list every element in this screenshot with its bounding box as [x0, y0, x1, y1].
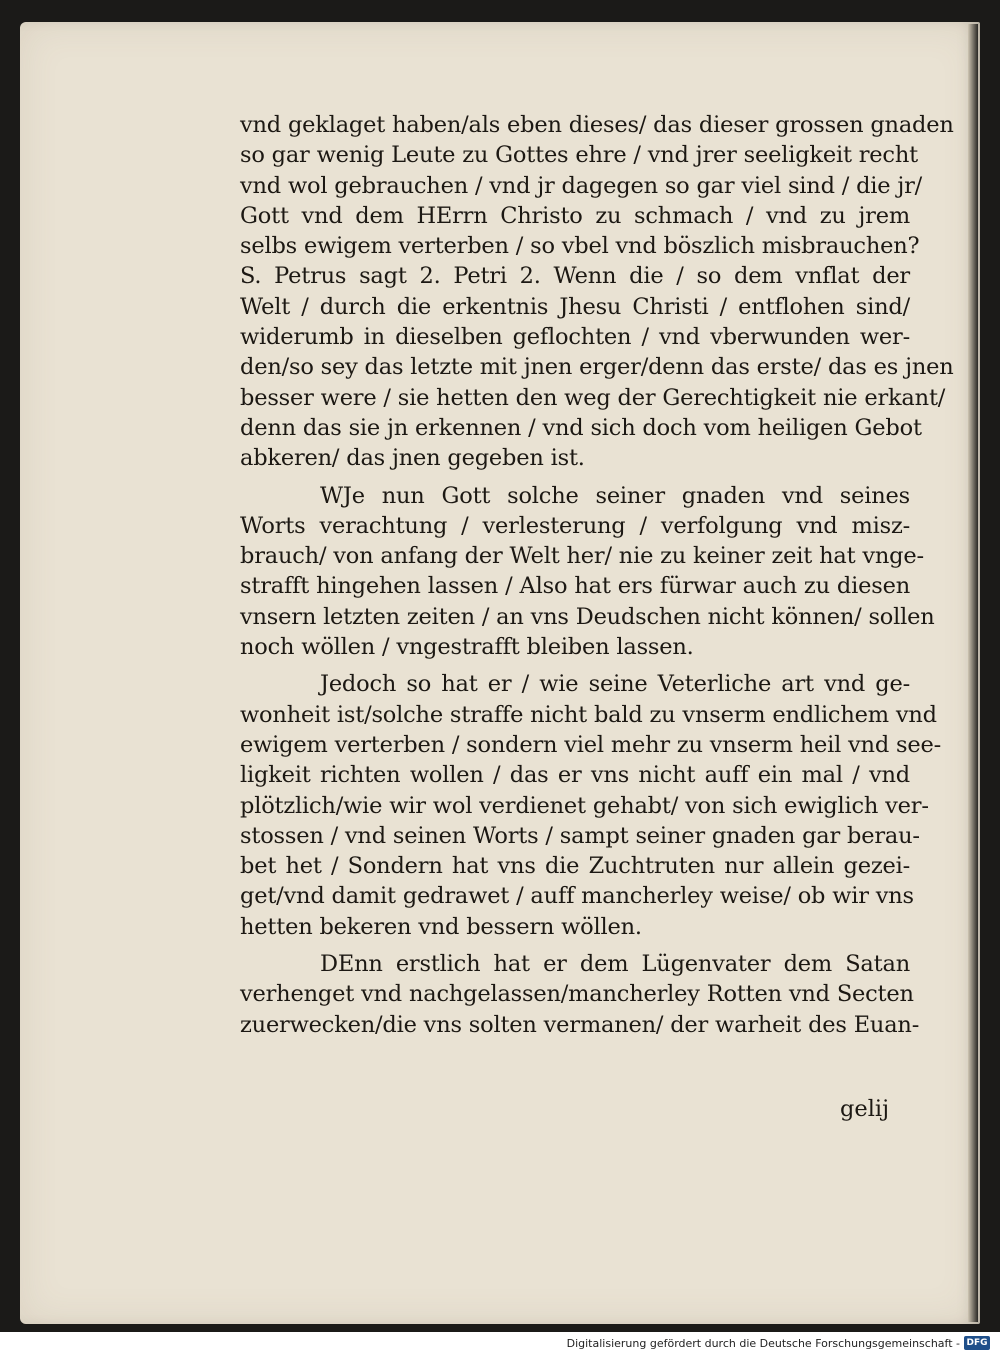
text-line: so gar wenig Leute zu Gottes ehre / vnd jrer seeligkeit recht: [240, 142, 918, 169]
catchword: gelij: [840, 1096, 890, 1122]
paragraph-3: [240, 669, 941, 942]
text-line: ligkeit richten wollen / das er vns nicht auff ein mal / vnd: [240, 762, 910, 789]
text-line: abkeren/ das jnen gegeben ist.: [240, 445, 585, 472]
text-line: strafft hingehen lassen / Also hat ers fürwar auch zu diesen: [240, 573, 910, 600]
text-line: widerumb in dieselben geflochten / vnd vberwunden wer-: [240, 324, 910, 351]
text-line: denn das sie jn erkennen / vnd sich doch vom heiligen Gebot: [240, 414, 922, 441]
text-line: WJe nun Gott solche seiner gnaden vnd seines: [320, 482, 910, 509]
body-text: [240, 110, 954, 1040]
text-line: vnd wol gebrauchen / vnd jr dagegen so gar viel sind / die jr/: [240, 172, 923, 199]
paragraph-2: [240, 481, 935, 663]
text-line: selbs ewigem verterben / so vbel vnd böszlich misbrauchen?: [240, 233, 920, 260]
text-line: verhenget vnd nachgelassen/mancherley Rotten vnd Secten: [240, 981, 914, 1008]
text-line: besser were / sie hetten den weg der Gerechtigkeit nie erkant/: [240, 384, 946, 411]
text-line: DEnn erstlich hat er dem Lügenvater dem Satan: [320, 951, 910, 978]
text-line: brauch/ von anfang der Welt her/ nie zu keiner zeit hat vnge-: [240, 543, 924, 570]
text-line: noch wöllen / vngestrafft bleiben lassen.: [240, 634, 694, 661]
text-line: den/so sey das letzte mit jnen erger/denn das erste/ das es jnen: [240, 354, 954, 381]
page-edge: [968, 24, 978, 1322]
text-line: Worts verachtung / verlesterung / verfolgung vnd misz-: [240, 512, 910, 539]
footer-bar: [0, 1332, 1000, 1356]
text-line: stossen / vnd seinen Worts / sampt seiner gnaden gar berau-: [240, 822, 920, 849]
text-line: Welt / durch die erkentnis Jhesu Christi / entflohen sind/: [240, 293, 910, 320]
dfg-logo-icon: DFG: [964, 1336, 990, 1350]
text-line: bet het / Sondern hat vns die Zuchtruten nur allein gezei-: [240, 853, 910, 880]
text-line: hetten bekeren vnd bessern wöllen.: [240, 913, 642, 940]
text-line: wonheit ist/solche straffe nicht bald zu vnserm endlichem vnd: [240, 701, 937, 728]
text-line: get/vnd damit gedrawet / auff mancherley weise/ ob wir vns: [240, 883, 914, 910]
text-line: plötzlich/wie wir wol verdienet gehabt/ von sich ewiglich ver-: [240, 792, 929, 819]
text-line: Gott vnd dem HErrn Christo zu schmach / vnd zu jrem: [240, 202, 910, 229]
text-line: vnd geklaget haben/als eben dieses/ das dieser grossen gnaden: [240, 112, 954, 138]
text-line: ewigem verterben / sondern viel mehr zu vnserm heil vnd see-: [240, 731, 941, 758]
text-line: vnsern letzten zeiten / an vns Deudschen nicht können/ sollen: [240, 603, 935, 630]
paragraph-4: [240, 949, 920, 1040]
text-line: Jedoch so hat er / wie seine Veterliche art vnd ge-: [320, 671, 910, 698]
paragraph-1: [240, 110, 954, 474]
digitization-credit: Digitalisierung gefördert durch die Deutsche Forschungsgemeinschaft -: [566, 1337, 960, 1350]
text-line: S. Petrus sagt 2. Petri 2. Wenn die / so dem vnflat der: [240, 263, 910, 290]
text-line: zuerwecken/die vns solten vermanen/ der warheit des Euan-: [240, 1011, 920, 1038]
